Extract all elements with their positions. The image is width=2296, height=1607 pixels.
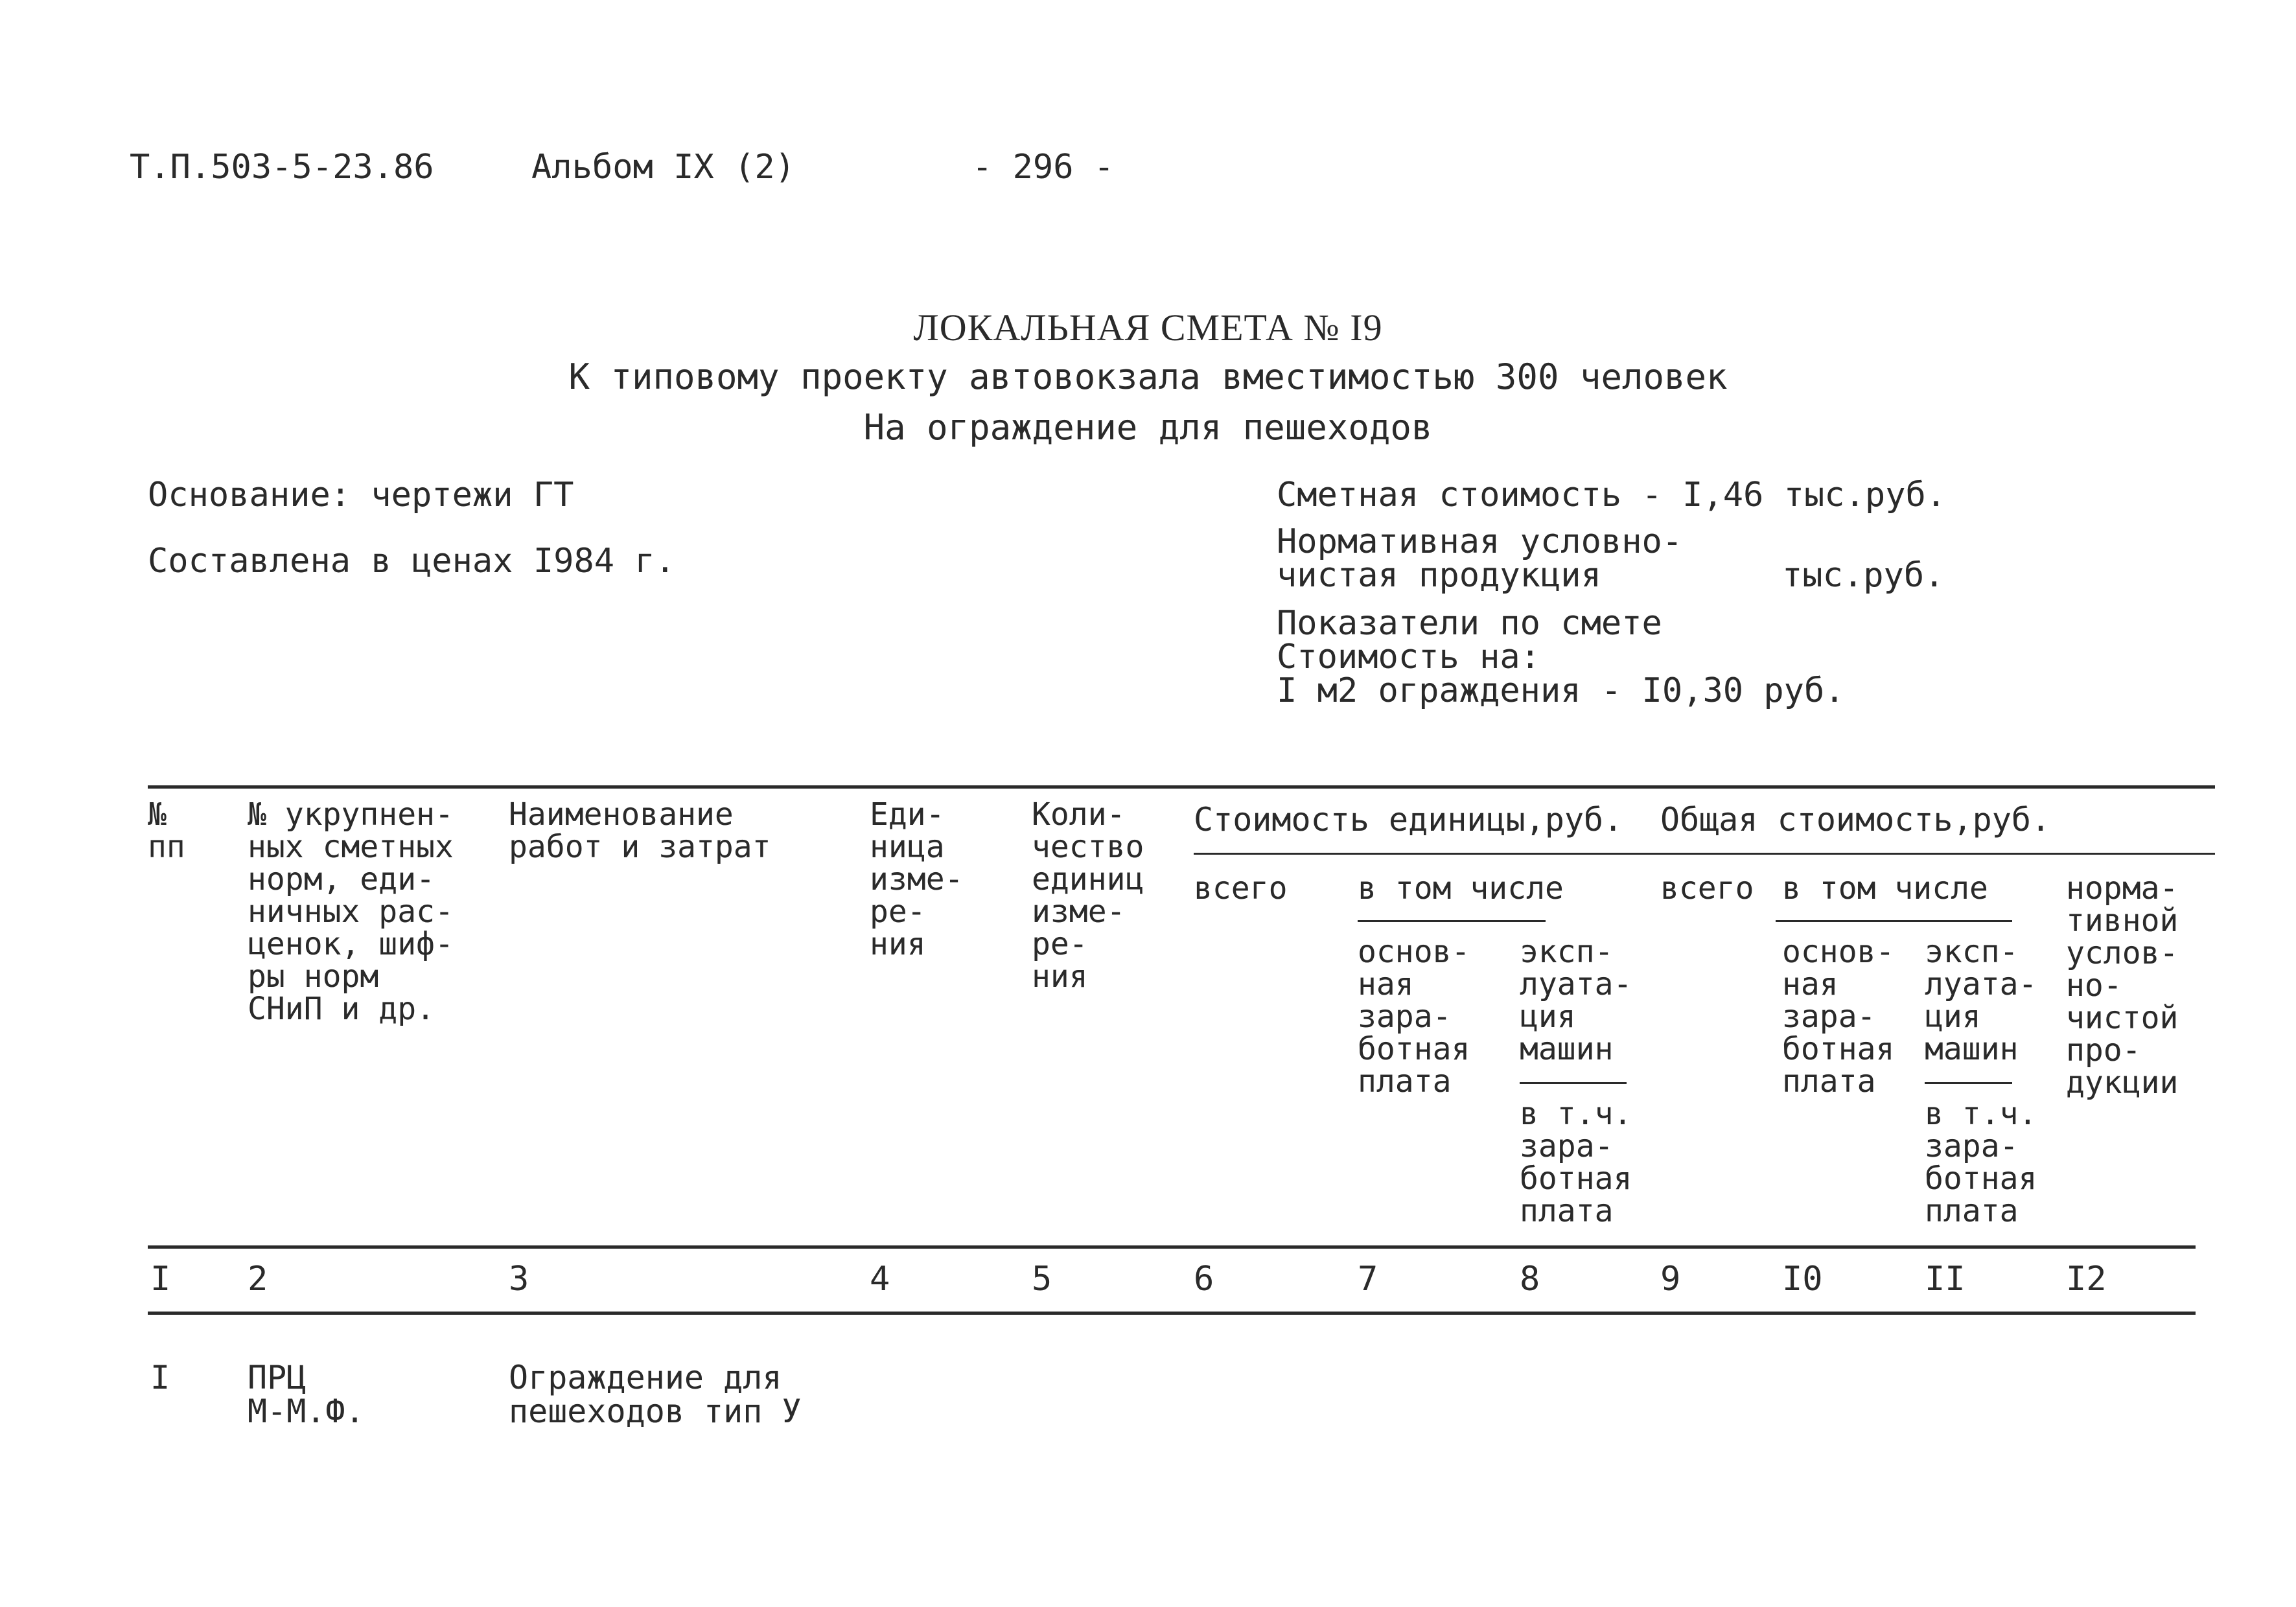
header-work-name: Наименование работ и затрат [509,796,771,865]
header-total-machines-wage: в т.ч. зара- ботная плата [1925,1096,2037,1229]
column-number-3: 3 [509,1260,529,1299]
table-top-rule [148,785,2215,789]
header-total-base-wage: основ- ная зара- ботная плата [1782,934,1895,1100]
header-total-machines: эксп- луата- ция машин [1925,934,2037,1067]
prices-line: Составлена в ценах I984 г. [148,542,675,581]
project-subtitle: К типовому проекту автовокзала вместимостью 300 человек [568,356,1728,397]
column-number-11: II [1925,1260,1966,1299]
header-unit-machines: эксп- луата- ция машин [1520,934,1632,1067]
column-numbers-bottom-rule [148,1312,2196,1315]
column-number-12: I2 [2066,1260,2107,1299]
header-row-number: № пп [148,796,185,865]
header-total-total: всего [1660,870,1754,907]
column-number-5: 5 [1032,1260,1052,1299]
normative-unit: тыс.руб. [1782,556,1945,595]
header-unit-total: всего [1194,870,1288,907]
header-unit: Еди- ница изме- ре- ния [870,796,964,962]
column-number-1: I [150,1260,171,1299]
header-quantity: Коли- чество единиц изме- ре- ния [1032,796,1144,995]
column-number-2: 2 [248,1260,268,1299]
column-number-8: 8 [1520,1260,1540,1299]
normative-line2: чистая продукция [1277,556,1601,595]
machines-wage-rule [1520,1082,1627,1084]
document-code: Т.П.503-5-23.86 [130,148,434,187]
subgroup-rule-total [1776,920,2012,922]
header-unit-base-wage: основ- ная зара- ботная плата [1358,934,1470,1100]
row-1-number: I [150,1359,170,1396]
basis-line: Основание: чертежи ГТ [148,476,574,514]
column-number-10: I0 [1782,1260,1823,1299]
column-number-7: 7 [1358,1260,1378,1299]
column-number-9: 9 [1660,1260,1681,1299]
header-unit-machines-wage: в т.ч. зара- ботная плата [1520,1096,1632,1229]
machines-wage-rule2 [1925,1082,2012,1084]
header-total-cost-group: Общая стоимость,руб. [1660,801,2051,838]
indicators-cost-on: Стоимость на: [1277,638,1540,676]
column-number-4: 4 [870,1260,890,1299]
header-total-including: в том числе [1782,870,1988,907]
estimated-cost: Сметная стоимость - I,46 тыс.руб. [1277,476,1947,514]
column-number-6: 6 [1194,1260,1214,1299]
estimate-title: ЛОКАЛЬНАЯ СМЕТА № I9 [913,306,1383,349]
header-normative-product: норма- тивной услов- но- чистой про- дукции [2066,870,2179,1101]
indicators-per-m2: I м2 ограждения - I0,30 руб. [1277,671,1845,710]
header-unit-including: в том числе [1358,870,1564,907]
album-label: Альбом IX (2) [531,148,795,187]
subgroup-rule-unit [1358,920,1546,922]
object-subtitle: На ограждение для пешеходов [863,407,1433,448]
indicators-title: Показатели по смете [1277,604,1662,643]
header-bottom-rule [148,1245,2196,1249]
normative-line1: Нормативная условно- [1277,522,1683,561]
page-number: - 296 - [972,148,1115,187]
header-unit-cost-group: Стоимость единицы,руб. [1194,801,1623,838]
group-header-rule [1194,853,2215,855]
row-1-norm-code: ПРЦ М-М.Ф. [248,1359,365,1430]
header-norm-code: № укрупнен- ных сметных норм, еди- ничных рас- ценок, шиф- ры норм СНиП и др. [248,796,454,1027]
row-1-work-name: Ограждение для пешеходов тип У [509,1359,802,1430]
